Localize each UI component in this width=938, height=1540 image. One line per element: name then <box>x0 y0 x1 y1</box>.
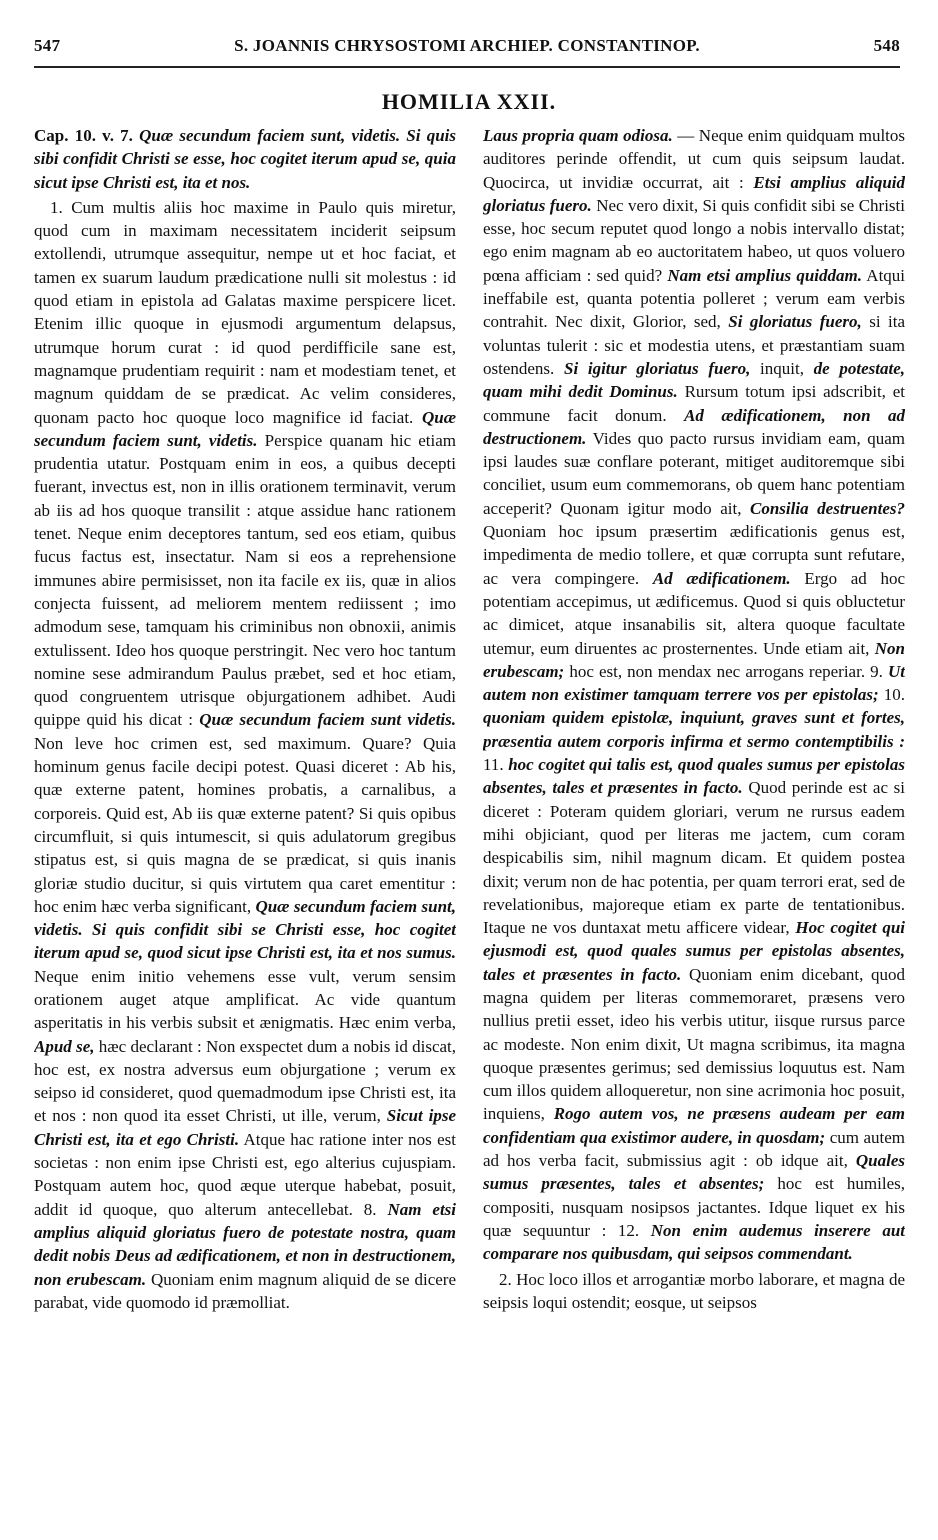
scripture-quote: Consilia destruentes? <box>750 498 905 518</box>
page-number-left: 547 <box>34 36 61 55</box>
body-text: Quod perinde est ac si diceret : Poteram quidem gloriari, verum ne rursus eadem mihi objiciant, quod per literas me jactem, cum coram despicabilis sim, nihil magnum dicam. Et quidem postea dixit; verum non de hac potentia, per quam terrori erat, sed de revelationibus, majoreque etiam ex parte de tentationibus. Itaque ne vos duntaxat metu afficere videar, <box>483 778 905 938</box>
chapter-reference: Cap. 10. v. 7. <box>34 126 133 145</box>
running-title: S. JOANNIS CHRYSOSTOMI ARCHIEP. CONSTANTINOP. <box>234 36 700 55</box>
chapter-verse-heading <box>34 124 456 194</box>
body-text: 2. Hoc loco illos et arrogantiæ morbo laborare, et magna de seipsis loqui ostendit; eosque, ut seipsos <box>483 1269 905 1312</box>
scripture-quote: Si gloriatus fuero, <box>728 312 862 332</box>
body-text: Neque enim initio vehemens esse vult, verum sensim orationem auget atque amplificat. Ac vide quantum asperitatis in his verbis subsit et ænigmatis. Hæc enim verba, <box>34 966 456 1033</box>
body-text: cum autem ad hos verba facit, submissius agit : ob idque ait, <box>483 1127 905 1171</box>
body-text: hoc est humiles, compositi, nusquam nosipsos jactantes. Idque liquet ex his quæ sequuntur : 12. <box>483 1174 905 1240</box>
body-text: Quoniam enim dicebant, quod magna quidem per literas commemoraret, præsens vero nullius pretii esset, ideo his verbis utitur, iisque rursus parce ac modeste. Non enim dixit, Ut magna scribimus, ita magna quoque præsentes gerimus; sed demissius loquutus est. Nam cum illos quidem alloqueretur, non sine acrimonia hoc posuit, inquiens, <box>483 964 905 1124</box>
body-text: Non leve hoc crimen est, sed maximum. Quare? Quia hominum genus facile decipi potest. Quasi diceret : Ab his, quæ externe patent, homines probatis, a carnalibus, a corporeis. Quid est, Ab iis quæ externe patent? Si quis opibus circumfluit, si quis intumescit, si quis adulatorum gregibus stipatus est, si quis magna de se prædicat, si quis inanis gloriæ studio ducitur, si quis virtutem qua caret ementitur : hoc enim hæc verba significant, <box>34 733 456 916</box>
body-text: 1. Cum multis aliis hoc maxime in Paulo quis miretur, quod cum in maximam necessitatem inciderit seipsum extollendi, utrumque assequitur, nempe ut et hoc faciat, et tamen ex suarum laudum prædicatione nulli sit molestus : id quod etiam in epistola ad Galatas maxime perspicere licet. Etenim illic quoque in ejusmodi argumentum delapsus, utrumque horum curat : id quod perdifficile sane est, magnamque prudentiam requirit : nam et modestiam tenet, et magnum quiddam de se prædicat. Ac velim consideres, quonam pacto hoc quoque loco magnifice id faciat. <box>34 197 456 427</box>
body-text: Ergo ad hoc potentiam accepimus, ut ædificemus. Quod si quis obluctetur ac dimicet, atque insanabilis sit, altera quoque facultate utemur, eum diruentes ac prosternentes. Unde etiam ait, <box>483 568 905 658</box>
scripture-quote: Nam etsi amplius aliquid gloriatus fuero de potestate nostra, quam dedit nobis Deus ad ædificationem, et non in destructionem, non erubescam. <box>34 1199 456 1289</box>
scripture-quote: Ad ædificationem. <box>652 568 791 588</box>
body-text: Atqui ineffabile est, quanta potentia polleret ; verum eam verbis contrahit. Nec dixit, Glorior, sed, <box>483 265 905 332</box>
scripture-quote: Quæ secundum faciem sunt, videtis. <box>34 407 456 450</box>
body-text: Quoniam enim magnum aliquid de se dicere parabat, vide quomodo id præmolliat. <box>34 1269 456 1312</box>
scripture-quote: Non erubescam; <box>483 638 905 681</box>
scripture-quote: quoniam quidem epistolæ, inquiunt, graves sunt et fortes, præsentia autem corporis infirma et sermo contemptibilis : <box>483 708 905 751</box>
running-header <box>34 36 900 62</box>
body-text: inquit, <box>760 358 804 378</box>
scripture-quote: Nam etsi amplius quiddam. <box>667 265 863 285</box>
body-text: Quoniam hoc ipsum præsertim ædificationis genus est, impedimenta de medio tollere, et quæ corrupta sunt refutare, ac vera compingere. <box>483 522 905 588</box>
scripture-quote: Hoc cogitet qui ejusmodi est, quod quales sumus per epistolas absentes, tales et præsentes in facto. <box>483 918 905 984</box>
body-text: Vides quo pacto rursus invidiam eam, quam ipsi laudes suæ conflare poterant, mitiget auditoremque sibi conciliet, usum eum commemorans, ob quem hanc potentiam acceperit? Quonam igitur modo ait, <box>483 428 905 518</box>
paragraph-2 <box>483 1268 905 1315</box>
paragraph-1-continued <box>483 124 905 1266</box>
body-text: 11. <box>483 755 504 775</box>
scripture-quote: Si igitur gloriatus fuero, <box>563 358 751 378</box>
scripture-quote: Non enim audemus inserere aut comparare nos quibusdam, qui seipsos commendant. <box>483 1220 905 1264</box>
body-text: 10. <box>883 685 905 705</box>
body-text: hoc est, non mendax nec arrogans reperiar. 9. <box>569 661 883 681</box>
body-text: Perspice quanam hic etiam prudentia utatur. Postquam enim in eos, a quibus decepti fuerant, invectus est, non in illis orationem terminavit, verum ab iis ad hos quoque transilit : atque assidue hanc rationem tenet. Neque enim deceptores tantum, sed eos etiam, quibus fucus factus est, insectatur. Nam si eos a reprehensione immunes abire permisisset, non ita facile ex iis, quæ in alios conjecta fuissent, ad meliorem mentem rediissent ; imo admodum sese, tamquam his criminibus non obnoxii, animis extulissent. Ideo hos quoque perstringit. Nec vero hoc tantum nomine sese admirandum Paulus præbet, sed et hoc etiam, quod congruentem utrisque objurgationem adhibet. Audi quippe quid his dicat : <box>34 430 456 730</box>
scripture-quote: Quæ secundum faciem sunt, videtis. Si quis sibi confidit Christi se esse, hoc cogitet iterum apud se, quia sicut ipse Christi est, ita et nos. <box>34 126 456 192</box>
scripture-quote: Quales sumus præsentes, tales et absentes; <box>483 1151 905 1194</box>
scripture-quote: Ad ædificationem, non ad destructionem. <box>483 405 905 448</box>
scripture-quote: Rogo autem vos, ne præsens audeam per eam confidentiam qua existimor audere, in quosdam; <box>483 1104 905 1147</box>
side-heading: Laus propria quam odiosa. <box>483 126 673 145</box>
scripture-quote: Sicut ipse Christi est, ita et ego Christi. <box>34 1106 456 1149</box>
body-text: Atque hac ratione inter nos est societas : non enim ipse Christi est, ego alterius cujuspiam. Postquam autem hoc, quod æque uterque habebat, posuit, addit id quoque, quo alterum antecellebat. 8. <box>34 1129 456 1219</box>
body-text: hæc declarant : Non exspectet dum a nobis id discat, hoc est, ex nostra adversus eum objurgatione ; verum ex seipso id consideret, quod quemadmodum ipse Christi est, ita et nos : non quod ita esset Christi, ut ille, verum, <box>34 1036 456 1126</box>
homily-title: HOMILIA XXII. <box>381 89 557 114</box>
scripture-quote: Etsi amplius aliquid gloriatus fuero. <box>483 172 905 215</box>
page-number-right: 548 <box>873 36 900 55</box>
paragraph-1 <box>34 196 456 1314</box>
body-text: Rursum totum ipsi adscribit, et commune facit donum. <box>483 382 905 425</box>
left-column <box>34 124 456 1490</box>
scripture-quote: hoc cogitet qui talis est, quod quales sumus per epistolas absentes, tales et præsentes in facto. <box>483 755 905 798</box>
scripture-quote: Ut autem non existimer tamquam terrere vos per epistolas; <box>483 661 905 705</box>
scripture-quote: de potestate, quam mihi dedit Dominus. <box>483 358 905 402</box>
body-text: — Neque enim quidquam multos auditores perinde offendit, ut cum quis seipsum laudat. Quocirca, ut invidiæ occurrat, ait : <box>483 126 905 192</box>
scripture-quote: Quæ secundum faciem sunt videtis. <box>199 710 456 730</box>
right-column <box>483 124 905 1510</box>
scripture-quote: Quæ secundum faciem sunt, videtis. Si quis confidit sibi se Christi esse, hoc cogitet iterum apud se, quod sicut ipse Christi est, ita et nos sumus. <box>34 896 456 963</box>
body-text: Nec vero dixit, Si quis confidit sibi se Christi esse, hoc secum reputet quod longo a nobis intervallo distat; ego enim magnam ab eo auctoritatem habeo, ut quos voluero pœna afficiam : sed quid? <box>483 195 905 285</box>
scripture-quote: Apud se, <box>34 1036 95 1056</box>
header-rule <box>34 66 900 68</box>
body-text: si ita voluntas tulerit : sic et modestia utens, et præstantiam suam ostendens. <box>483 312 905 378</box>
